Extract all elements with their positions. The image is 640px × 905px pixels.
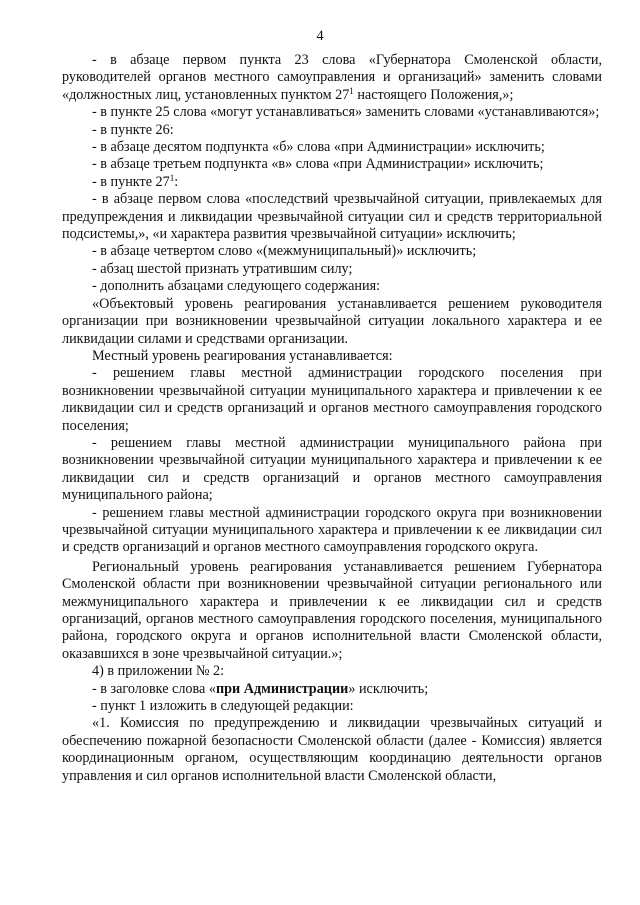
paragraph-item-23-amendment	[62, 52, 602, 104]
paragraph-text: - в пункте 27	[92, 173, 170, 190]
paragraph-municipal-district: - решением главы местной администрации муниципального района при возникновении чрезвычайной ситуации муниципального характера и привлечении к ее ликвидации сил и средств организаций и органов местного самоуправления муниципального района;	[62, 434, 602, 504]
paragraph-item-26-b: - в абзаце десятом подпункта «б» слова «при Администрации» исключить;	[92, 139, 545, 156]
paragraph-text: » исключить;	[348, 680, 429, 697]
paragraph-urban-settlement: - решением главы местной администрации городского поселения при возникновении чрезвычайной ситуации муниципального характера и привлечении к ее ликвидации сил и средств организаций и органов местного самоуправления городского поселения;	[62, 365, 602, 434]
paragraph-text: - в абзаце первом пункта 23 слова «Губернатора Смоленской области, руководителей органов местного самоуправления и организаций» заменить словами «должностных лиц, установленных пунктом 27	[62, 52, 602, 103]
paragraph-item-27-1-first: - в абзаце первом слова «последствий чрезвычайной ситуации, привлекаемых для предупреждения и ликвидации чрезвычайной ситуации сил и средств территориальной подсистемы,», «и характера развития чрезвычайной ситуации» исключить;	[62, 191, 602, 243]
page-number: 4	[316, 28, 324, 44]
paragraph-regional-level: Региональный уровень реагирования устанавливается решением Губернатора Смоленской области при возникновении чрезвычайной ситуации регионального или межмуниципального характера и привлечении к ее ликвидации сил и средств организаций, органов местного самоуправления городского поселения, муниципального района, городского округа и органов исполнительной власти Смоленской области, оказавшихся в зоне чрезвычайной ситуации.»;	[62, 558, 602, 662]
bold-text: при Администрации	[215, 680, 349, 697]
paragraph-appendix-2: 4) в приложении № 2:	[92, 663, 225, 680]
superscript: 1	[169, 172, 175, 183]
paragraph-item-25-amendment: - в пункте 25 слова «могут устанавливаться» заменить словами «устанавливаются»;	[92, 104, 600, 121]
paragraph-text: :	[174, 173, 179, 190]
paragraph-text: - в заголовке слова «	[92, 680, 216, 697]
paragraph-item-27-1-sixth: - абзац шестой признать утратившим силу;	[92, 260, 353, 277]
paragraph-commission: «1. Комиссия по предупреждению и ликвидации чрезвычайных ситуаций и обеспечению пожарной безопасности Смоленской области (далее - Комиссия) является координационным органом, осуществляющим координацию деятельности органов управления и сил органов исполнительной власти Смоленской области,	[62, 715, 602, 784]
paragraph-object-level: «Объектовый уровень реагирования устанавливается решением руководителя организации при возникновении чрезвычайной ситуации локального характера и ее ликвидации силами и средствами организации.	[62, 295, 602, 347]
superscript: 1	[349, 85, 354, 96]
paragraph-item-1-heading: - пункт 1 изложить в следующей редакции:	[92, 698, 354, 715]
paragraph-local-level: Местный уровень реагирования устанавливается:	[92, 347, 393, 364]
paragraph-item-27-1-heading	[62, 174, 602, 191]
document-body	[62, 52, 602, 785]
paragraph-item-27-1-fourth: - в абзаце четвертом слово «(межмуниципальный)» исключить;	[92, 243, 477, 260]
paragraph-add-paragraphs: - дополнить абзацами следующего содержания:	[92, 278, 381, 295]
paragraph-item-26-v: - в абзаце третьем подпункта «в» слова «при Администрации» исключить;	[92, 156, 544, 173]
paragraph-text: настоящего Положения,»;	[353, 86, 514, 103]
paragraph-city-district: - решением главы местной администрации городского округа при возникновении чрезвычайной ситуации муниципального характера и привлечении к ее ликвидации сил и средств организаций и органов местного самоуправления городского округа.	[62, 504, 602, 556]
paragraph-item-26-heading: - в пункте 26:	[92, 121, 174, 138]
paragraph-title-amendment	[62, 681, 602, 698]
